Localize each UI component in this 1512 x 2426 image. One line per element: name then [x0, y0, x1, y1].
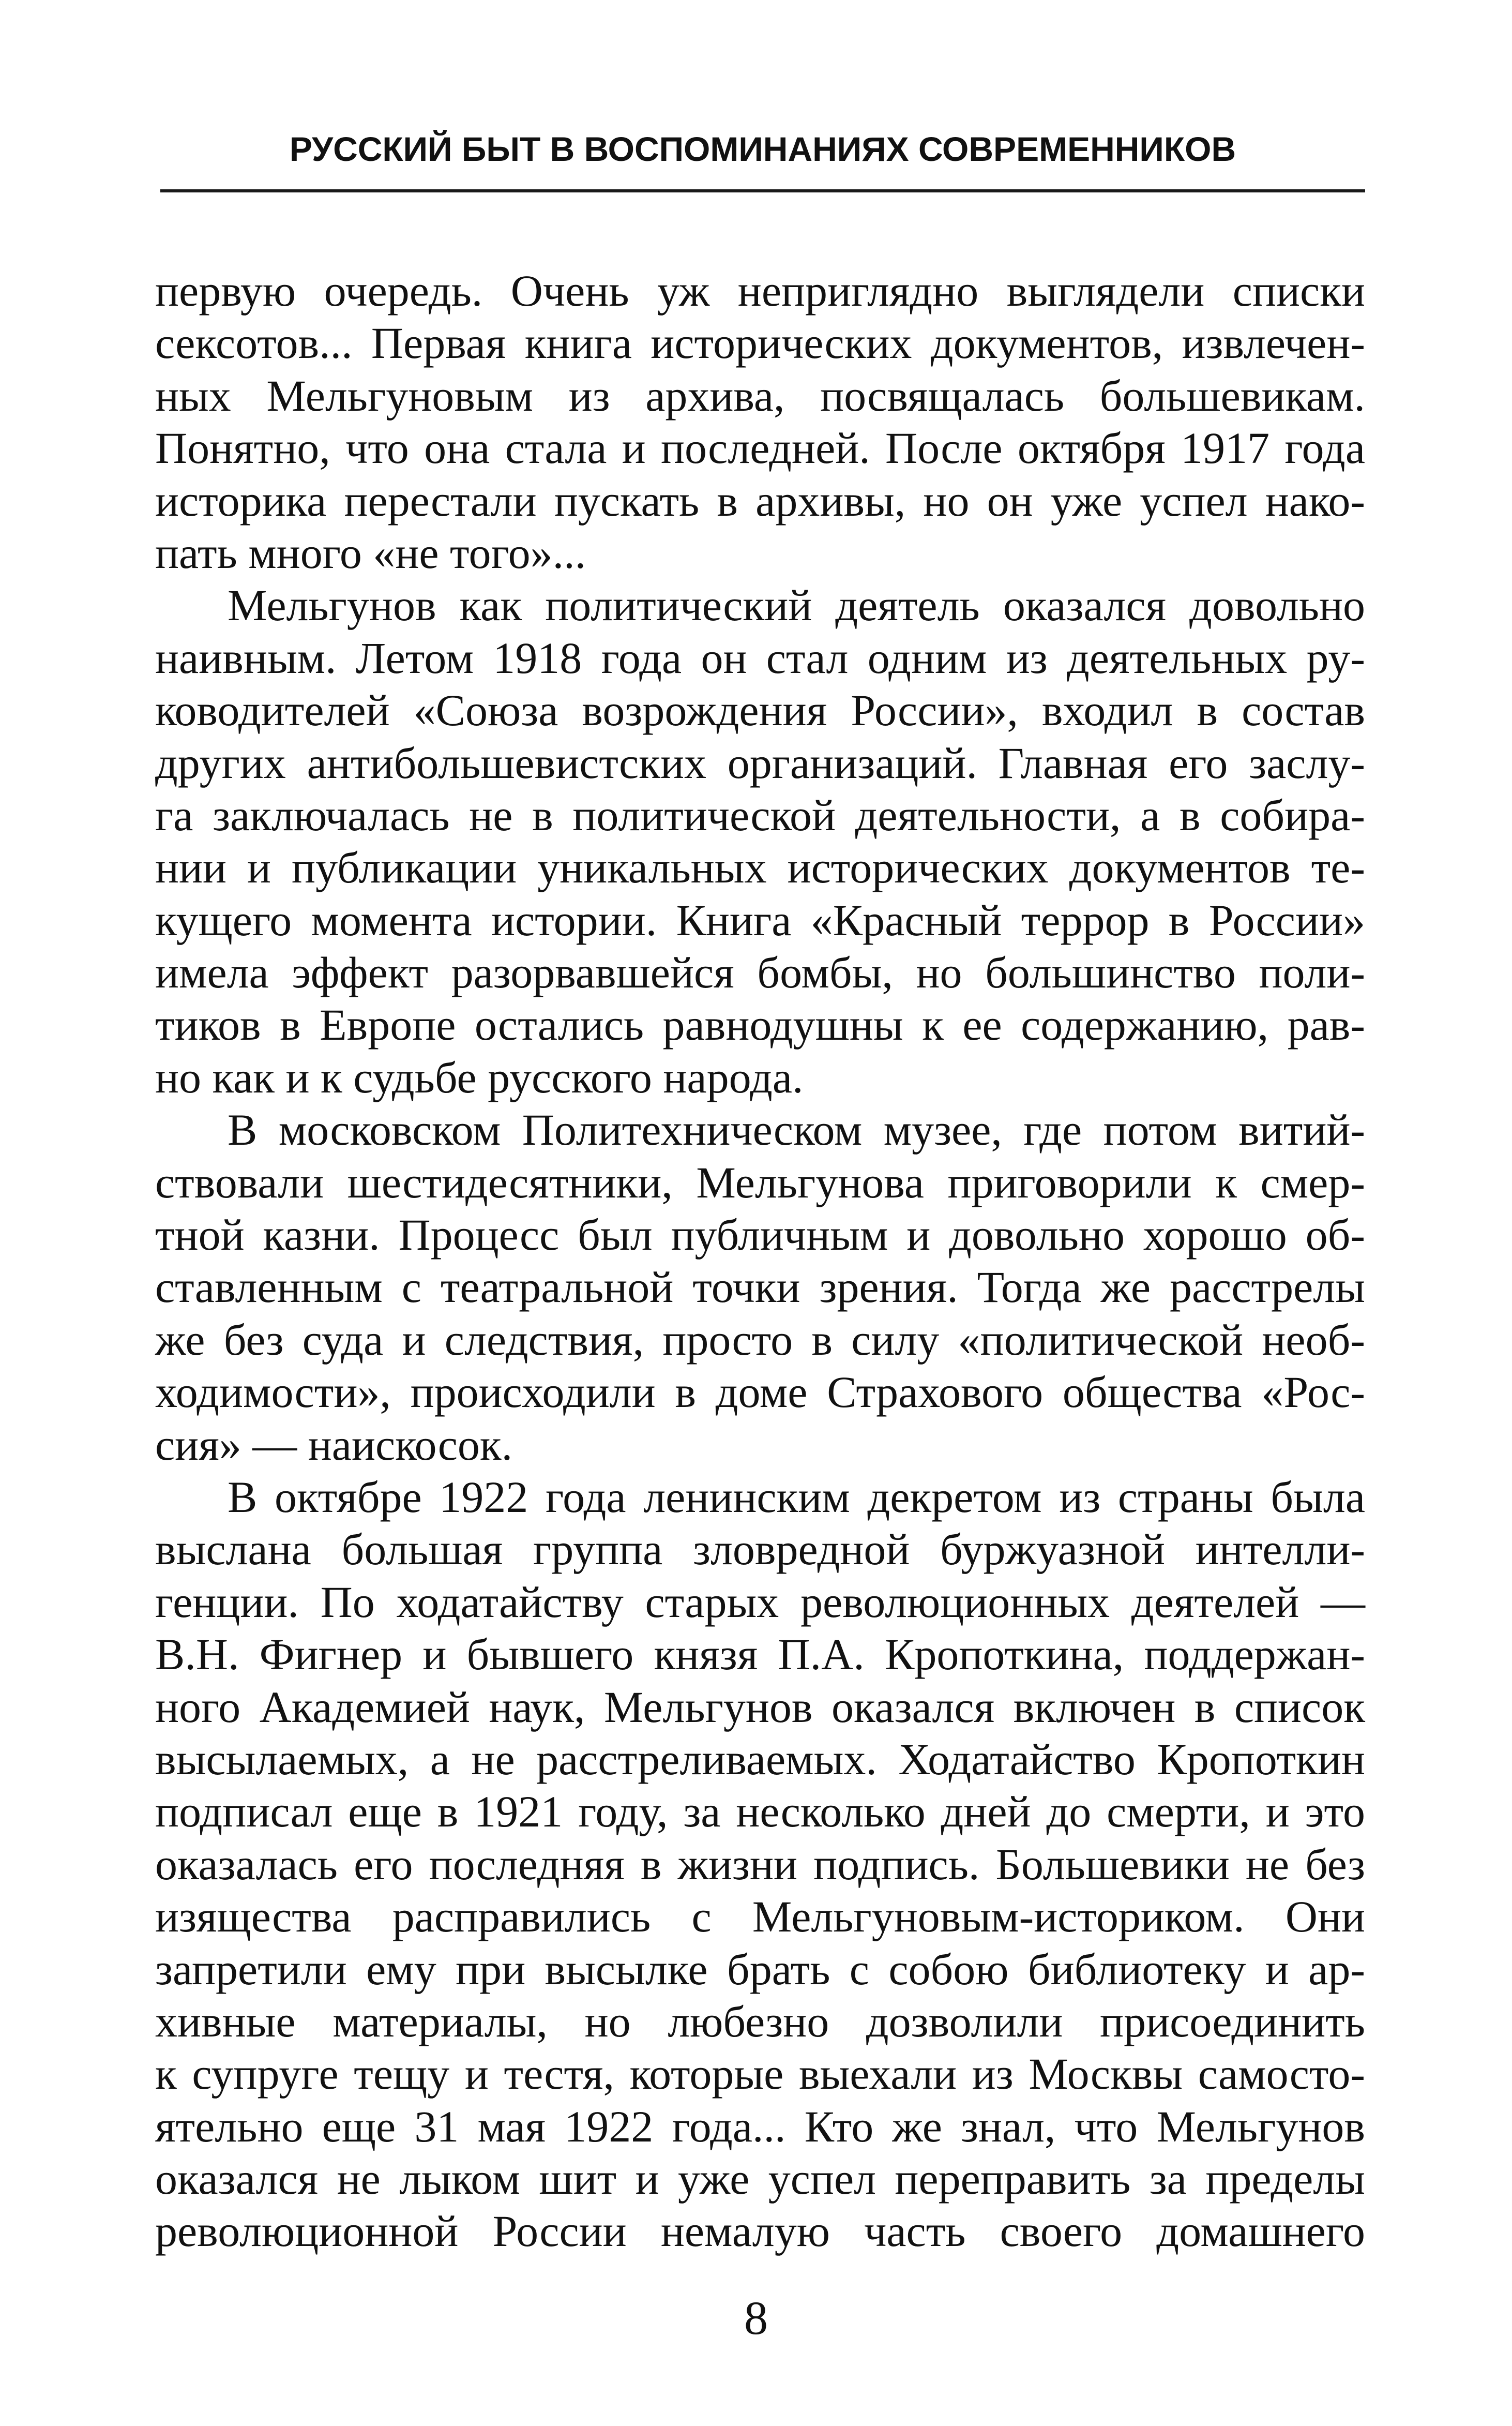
text-line: высылаемых, а не расстреливаемых. Ходатайство Кропоткин: [155, 1734, 1365, 1784]
body-text: [155, 265, 1365, 2258]
text-line: других антибольшевистских организаций. Главная его заслу-: [155, 738, 1365, 788]
text-line: генции. По ходатайству старых революционных деятелей —: [155, 1577, 1365, 1627]
text-line: подписал еще в 1921 году, за несколько дней до смерти, и это: [155, 1787, 1365, 1837]
text-line: выслана большая группа зловредной буржуазной интелли-: [155, 1524, 1365, 1575]
text-line: революционной России немалую часть своего домашнего: [155, 2206, 1365, 2256]
text-line: первую очередь. Очень уж неприглядно выглядели списки: [155, 266, 1365, 316]
text-line: оказалась его последняя в жизни подпись. Большевики не без: [155, 1839, 1365, 1889]
text-line: В московском Политехническом музее, где потом витий-: [228, 1105, 1365, 1155]
text-line: запретили ему при высылке брать с собою библиотеку и ар-: [155, 1944, 1365, 1994]
text-line: Понятно, что она стала и последней. После октября 1917 года: [155, 423, 1365, 473]
text-line: ных Мельгуновым из архива, посвящалась большевикам.: [155, 370, 1365, 421]
text-line: В октябре 1922 года ленинским декретом из страны была: [228, 1472, 1365, 1522]
text-line: ководителей «Союза возрождения России», входил в состав: [155, 685, 1365, 736]
text-line: пать много «не того»...: [155, 528, 586, 578]
text-line: изящества расправились с Мельгуновым-историком. Они: [155, 1892, 1365, 1942]
text-line: ставленным с театральной точки зрения. Тогда же расстрелы: [155, 1262, 1365, 1312]
header-rule: [160, 189, 1365, 192]
text-line: хивные материалы, но любезно дозволили присоединить: [155, 1996, 1365, 2046]
text-line: га заключалась не в политической деятельности, а в собира-: [155, 790, 1365, 840]
text-line: наивным. Летом 1918 года он стал одним из деятельных ру-: [155, 633, 1365, 683]
text-line: Мельгунов как политический деятель оказался довольно: [228, 580, 1365, 631]
text-line: нии и публикации уникальных исторических документов те-: [155, 843, 1365, 893]
text-line: ствовали шестидесятники, Мельгунова приговорили к смер-: [155, 1157, 1365, 1207]
text-line: же без суда и следствия, просто в силу «политической необ-: [155, 1314, 1365, 1365]
text-line: кущего момента истории. Книга «Красный террор в России»: [155, 895, 1365, 945]
page-number: 8: [744, 2292, 768, 2344]
text-line: историка перестали пускать в архивы, но он уже успел нако-: [155, 475, 1365, 526]
text-line: тной казни. Процесс был публичным и довольно хорошо об-: [155, 1210, 1365, 1260]
text-line: тиков в Европе остались равнодушны к ее содержанию, рав-: [155, 1000, 1365, 1050]
text-line: оказался не лыком шит и уже успел переправить за пределы: [155, 2154, 1365, 2204]
running-head: РУССКИЙ БЫТ В ВОСПОМИНАНИЯХ СОВРЕМЕННИКОВ: [289, 130, 1236, 168]
text-line: В.Н. Фигнер и бывшего князя П.А. Кропоткина, поддержан-: [155, 1629, 1365, 1680]
text-line: к супруге тещу и тестя, которые выехали из Москвы самосто-: [155, 2049, 1365, 2099]
text-line: ного Академией наук, Мельгунов оказался включен в список: [155, 1682, 1365, 1732]
text-line: но как и к судьбе русского народа.: [155, 1052, 804, 1102]
text-line: сексотов... Первая книга исторических документов, извлечен-: [155, 318, 1365, 368]
text-line: имела эффект разорвавшейся бомбы, но большинство поли-: [155, 948, 1365, 998]
text-line: ходимости», происходили в доме Страхового общества «Рос-: [155, 1367, 1365, 1417]
text-line: ятельно еще 31 мая 1922 года... Кто же знал, что Мельгунов: [155, 2101, 1365, 2151]
text-line: сия» — наискосок.: [155, 1419, 513, 1470]
